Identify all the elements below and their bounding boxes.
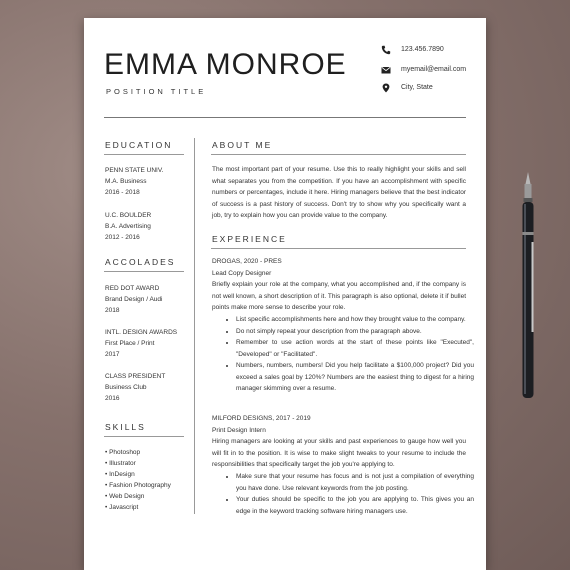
skill-item: • InDesign [105,471,135,478]
header-divider [104,117,466,118]
experience-heading: EXPERIENCE [212,234,287,244]
skill-item: • Fashion Photography [105,482,171,489]
accolades-rule [104,271,184,272]
skill-item: • Illustrator [105,460,136,467]
about-heading: ABOUT ME [212,140,273,150]
about-text: The most important part of your resume. Use this to really highlight your skills and sell what separates you from the competition. If you have an accomplishment with specific numbers or percentages, include it here. Hiring managers believe that the best indicator of success is a past history of success. Don't try to show why you specifically want a job, try to explain how you can provide value to the company. [212,166,466,219]
job-bullet: • Make sure that your resume has focus and is not just a compilation of everything you have done. Use relevant keywords from the job posting. [236,471,474,494]
skill-item: • Web Design [105,493,145,500]
accolade-item: CLASS PRESIDENT Business Club 2016 [105,373,166,402]
job-bullets [228,471,474,517]
job-description: Hiring managers are looking at your skills and past experiences to gauge how well you will fit in to the position. It is wise to make slight tweaks to your resume to include the responsibilities that specifically target the job you're applying to. [212,438,466,468]
phone-icon [381,45,391,55]
envelope-icon [381,65,391,75]
education-heading: EDUCATION [105,140,173,150]
resume-name: EMMA MONROE [104,48,347,81]
location-text: City, State [401,84,433,91]
accolade-item: RED DOT AWARD Brand Design / Audi 2018 [105,285,163,314]
skill-item: • Javascript [105,504,139,511]
education-rule [104,154,184,155]
experience-rule [211,248,466,249]
job-bullet: • Numbers, numbers, numbers! Did you help facilitate a $100,000 project? Did you exceed a sales goal by 120%? Numbers are the easiest thing to digest for a hiring manager skimming over a resume. [236,360,474,395]
job-role: Print Design Intern [212,427,266,434]
job-company: MILFORD DESIGNS, 2017 - 2019 [212,415,311,422]
skills-heading: SKILLS [105,422,146,432]
column-divider [194,138,195,514]
pen-image [520,172,536,400]
skills-list [105,447,171,513]
email-text: myemail@email.com [401,66,467,73]
about-rule [211,154,466,155]
position-title: POSITION TITLE [106,87,207,96]
job-bullet: • List specific accomplishments here and how they brought value to the company. [236,314,474,326]
job-bullets [228,314,474,395]
phone-text: 123.456.7890 [401,46,444,53]
accolade-item: INTL. DESIGN AWARDS First Place / Print 2017 [105,329,178,358]
education-item: U.C. BOULDER B.A. Advertising 2012 - 2016 [105,212,152,241]
skills-rule [104,436,184,437]
job-company: DROGAS, 2020 - PRES [212,258,282,265]
job-bullet: • Remember to use action words at the start of these points like "Executed", "Developed" or "Facilitated". [236,337,474,360]
job-role: Lead Copy Designer [212,270,272,277]
skill-item: • Photoshop [105,449,141,456]
map-pin-icon [381,83,391,93]
education-item: PENN STATE UNIV. M.A. Business 2016 - 2018 [105,167,164,196]
job-description: Briefly explain your role at the company, what you accomplished and, if the company is not well known, a short description of it. This paragraph is also optional, delete it if bullet points make more sense to describe your role. [212,281,466,311]
job-bullet: • Do not simply repeat your description from the paragraph above. [236,326,474,338]
job-bullet: • Your duties should be specific to the job you are applying to. This gives you an edge in the keyword tracking software hiring managers use. [236,494,474,517]
accolades-heading: ACCOLADES [105,257,176,267]
